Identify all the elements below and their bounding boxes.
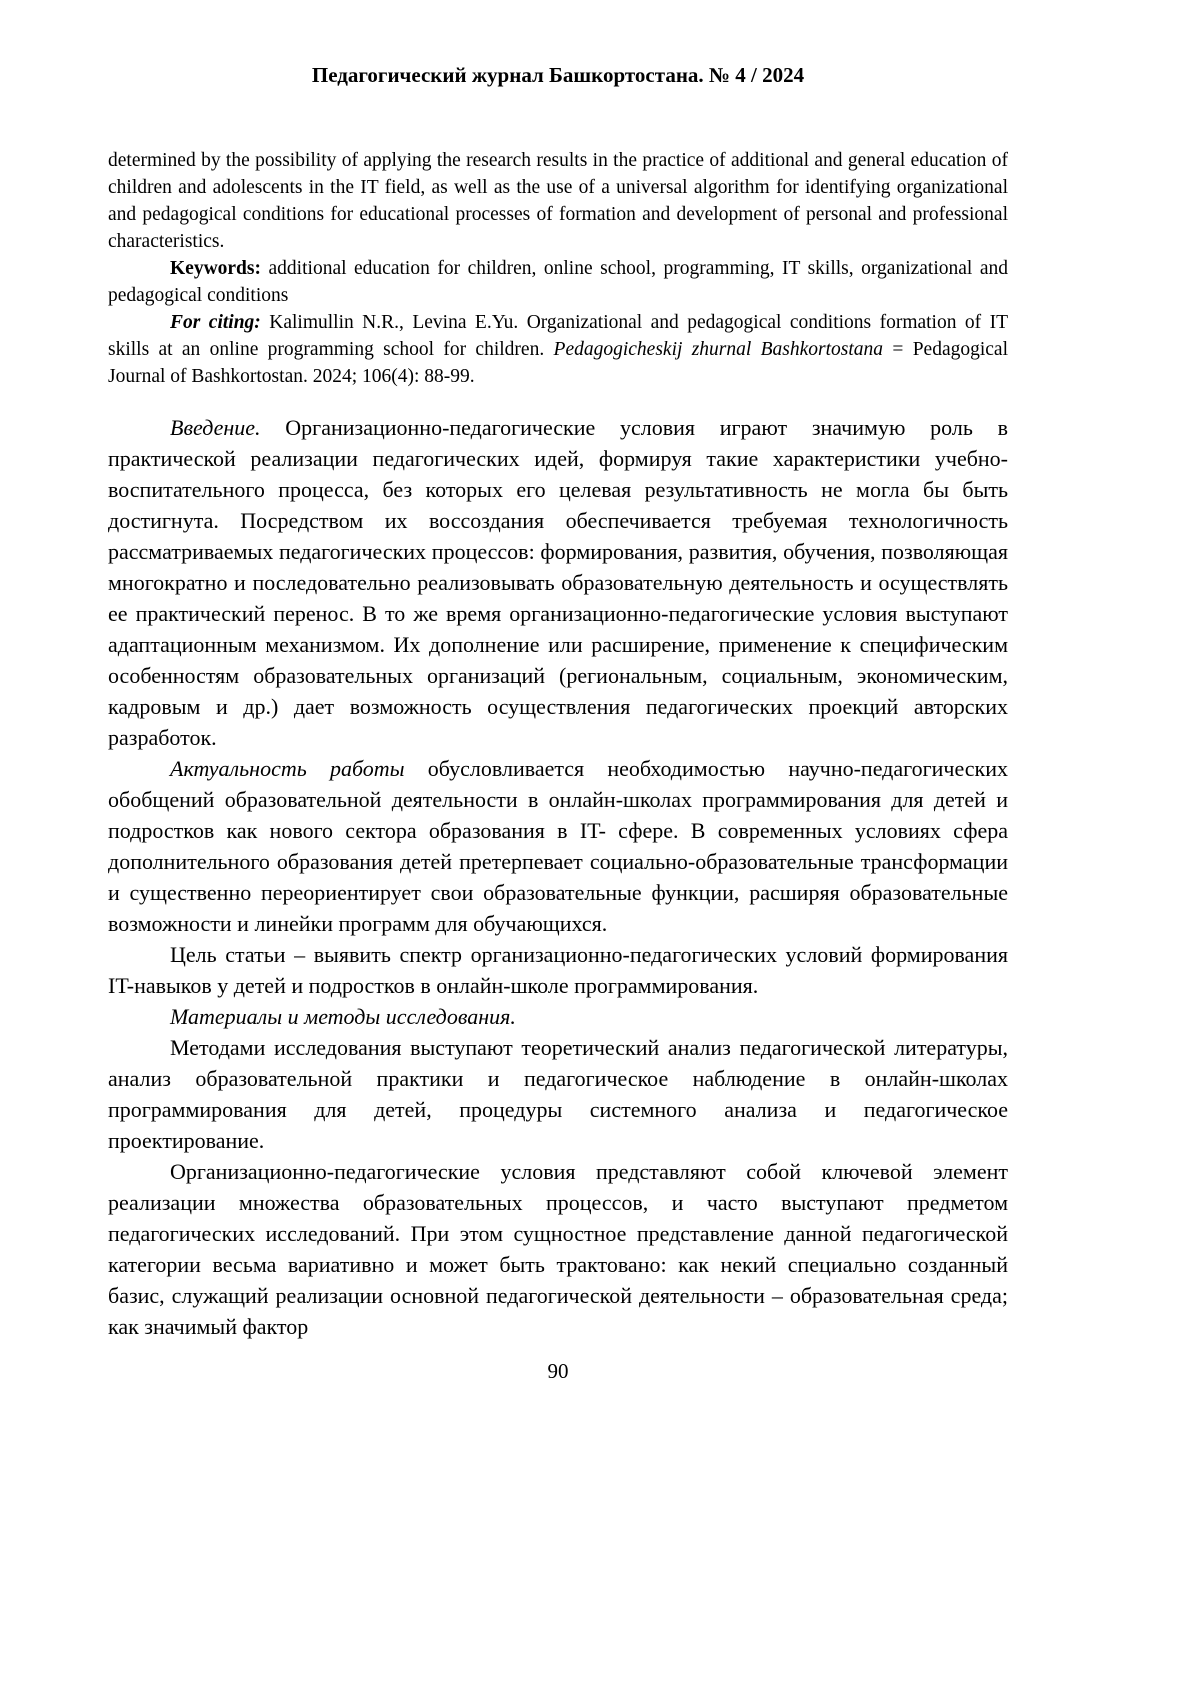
journal-header: Педагогический журнал Башкортостана. № 4 / 2024 bbox=[311, 63, 805, 87]
body-paragraph-relevance bbox=[108, 753, 1008, 939]
paragraph-lead: Актуальность работы bbox=[170, 756, 405, 781]
page-number: 90 bbox=[547, 1359, 569, 1383]
paragraph-text: обусловливается необходимостью научно-педагогических обобщений образовательной деятельности в онлайн-школах программирования для детей и подростков как нового сектора образования в IT- сфере. В современных условиях сфера дополнительного образования детей претерпевает социально-образовательные трансформации и существенно переориентирует свои образовательные функции, расширяя образовательные возможности и линейки программ для обучающихся. bbox=[108, 756, 1009, 936]
body-paragraph-methods: Методами исследования выступают теоретический анализ педагогической литературы, анализ образовательной практики и педагогическое наблюдение в онлайн-школах программирования для детей, процедуры системного анализа и педагогическое проектирование. bbox=[108, 1035, 1008, 1153]
paragraph-text: Организационно-педагогические условия играют значимую роль в практической реализации педагогических идей, формируя такие характеристики учебно-воспитательного процесса, без которых его целевая результативность не могла бы быть достигнута. Посредством их воссоздания обеспечивается требуемая технологичность рассматриваемых педагогических процессов: формирования, развития, обучения, позволяющая многократно и последовательно реализовывать образовательную деятельность и осуществлять ее практический перенос. В то же время организационно-педагогические условия выступают адаптационным механизмом. Их дополнение или расширение, применение к специфическим особенностям образовательных организаций (региональным, социальным, экономическим, кадровым и др.) дает возможность осуществления педагогических проекций авторских разработок. bbox=[108, 415, 1008, 750]
body-paragraph-goal: Цель статьи – выявить спектр организационно-педагогических условий формирования IT-навыков у детей и подростков в онлайн-школе программирования. bbox=[108, 942, 1008, 998]
body-paragraph-conditions: Организационно-педагогические условия представляют собой ключевой элемент реализации множества образовательных процессов, и часто выступают предметом педагогических исследований. При этом сущностное представление данной педагогической категории весьма вариативно и может быть трактовано: как некий специально созданный базис, служащий реализации основной педагогической деятельности – образовательная среда; как значимый фактор bbox=[108, 1159, 1008, 1339]
citation-tail: = Pedagogical Journal of Bashkortostan. 2024; 106(4): 88-99. bbox=[108, 339, 1009, 387]
abstract-continuation: determined by the possibility of applying the research results in the practice of additional and general education of children and adolescents in the IT field, as well as the use of a universal algorithm for identifying organizational and pedagogical conditions for educational processes of formation and development of personal and professional characteristics. bbox=[108, 150, 1008, 252]
citation-paragraph bbox=[108, 309, 1008, 390]
keywords-label: Keywords: bbox=[170, 258, 261, 279]
for-citing-label: For citing: bbox=[170, 312, 261, 333]
keywords-text: additional education for children, online school, programming, IT skills, organizational and pedagogical conditions bbox=[108, 258, 1009, 306]
paragraph-lead: Введение. bbox=[170, 415, 261, 440]
article-body bbox=[108, 412, 1008, 1342]
abstract-section bbox=[108, 147, 1008, 390]
citation-text: Kalimullin N.R., Levina E.Yu. Organizational and pedagogical conditions formation of IT skills at an online programming school for children. bbox=[108, 312, 1009, 360]
paragraph-lead: Материалы и методы исследования. bbox=[170, 1004, 516, 1029]
keywords-paragraph bbox=[108, 255, 1008, 309]
body-paragraph-methods-heading bbox=[108, 1001, 1008, 1032]
citation-source: Pedagogicheskij zhurnal Bashkortostana bbox=[553, 339, 884, 360]
body-paragraph-introduction bbox=[108, 412, 1008, 753]
